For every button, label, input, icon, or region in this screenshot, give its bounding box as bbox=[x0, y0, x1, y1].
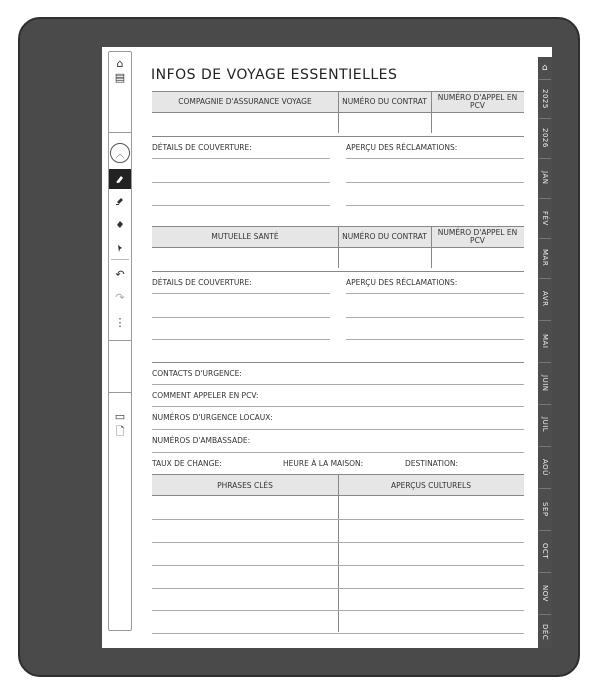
cultural-header: APERÇUS CULTURELS bbox=[391, 480, 471, 490]
lasso-tool-icon[interactable] bbox=[111, 240, 129, 256]
phrases-header: PHRASES CLÉS bbox=[217, 480, 273, 490]
collapse-toolbar-button[interactable]: ︿ bbox=[110, 143, 130, 163]
tab-nov[interactable]: NOV bbox=[541, 584, 549, 602]
tab-may[interactable]: MAI bbox=[541, 333, 549, 349]
embassy-label: NUMÉROS D'AMBASSADE: bbox=[152, 436, 251, 445]
tab-sep[interactable]: SEP bbox=[541, 501, 549, 517]
page-title: INFOS DE VOYAGE ESSENTIELLES bbox=[151, 67, 398, 83]
local-emergency-label: NUMÉROS D'URGENCE LOCAUX: bbox=[152, 413, 273, 422]
pen-tool-icon[interactable] bbox=[109, 169, 131, 189]
tab-2025[interactable]: 2025 bbox=[541, 88, 549, 109]
insurance-contract-header: NUMÉRO DU CONTRAT bbox=[342, 97, 427, 107]
home-icon[interactable]: ⌂ bbox=[116, 56, 124, 70]
claims-label: APERÇU DES RÉCLAMATIONS: bbox=[346, 143, 458, 152]
coverage-label-2: DÉTAILS DE COUVERTURE: bbox=[152, 278, 252, 287]
redo-icon[interactable]: ↷ bbox=[115, 290, 125, 304]
insurance-company-header: COMPAGNIE D'ASSURANCE VOYAGE bbox=[178, 97, 312, 107]
tab-oct[interactable]: OCT bbox=[541, 542, 549, 560]
tab-jun[interactable]: JUIN bbox=[541, 374, 549, 392]
exchange-rate-label: TAUX DE CHANGE: bbox=[152, 459, 222, 468]
month-tabs bbox=[538, 57, 552, 648]
emergency-contacts-label: CONTACTS D'URGENCE: bbox=[152, 369, 242, 378]
insurance-call-header: NUMÉRO D'APPEL EN PCV bbox=[437, 93, 518, 110]
tab-mar[interactable]: MAR bbox=[541, 249, 549, 267]
home-tab-icon[interactable]: ⌂ bbox=[541, 63, 549, 73]
more-options-icon[interactable]: ⋮ bbox=[114, 315, 126, 329]
notebook-icon[interactable]: ▤ bbox=[114, 70, 126, 84]
mutual-company-header: MUTUELLE SANTÉ bbox=[211, 232, 279, 242]
collect-call-label: COMMENT APPELER EN PCV: bbox=[152, 391, 259, 400]
mutual-contract-header: NUMÉRO DU CONTRAT bbox=[342, 232, 427, 242]
tab-jan[interactable]: JAN bbox=[541, 171, 549, 185]
left-toolbar bbox=[108, 51, 132, 631]
destination-label: DESTINATION: bbox=[405, 459, 459, 468]
screen bbox=[102, 47, 552, 648]
tab-dec[interactable]: DÉC bbox=[541, 623, 549, 641]
highlighter-tool-icon[interactable] bbox=[111, 193, 129, 209]
tab-2026[interactable]: 2026 bbox=[541, 128, 549, 148]
eraser-tool-icon[interactable] bbox=[111, 216, 129, 232]
tab-apr[interactable]: AVR bbox=[541, 291, 549, 307]
claims-label-2: APERÇU DES RÉCLAMATIONS: bbox=[346, 278, 458, 287]
tab-aug[interactable]: AOÛ bbox=[541, 458, 549, 476]
tab-jul[interactable]: JUIL bbox=[541, 417, 549, 433]
page-view-icon[interactable]: ▭ bbox=[114, 409, 126, 423]
tab-feb[interactable]: FÉV bbox=[541, 210, 549, 226]
undo-icon[interactable]: ↶ bbox=[115, 267, 125, 281]
coverage-label: DÉTAILS DE COUVERTURE: bbox=[152, 143, 252, 152]
home-time-label: HEURE À LA MAISON: bbox=[283, 459, 364, 468]
mutual-call-header: NUMÉRO D'APPEL EN PCV bbox=[437, 228, 518, 245]
new-page-icon[interactable]: 🗋 bbox=[115, 424, 125, 438]
